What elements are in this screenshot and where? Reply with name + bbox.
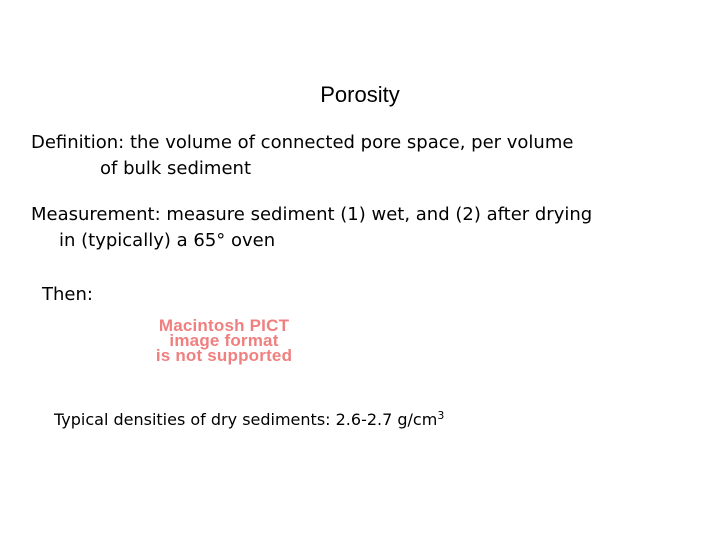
definition-line-2: of bulk sediment — [100, 158, 252, 179]
placeholder-line-1: Macintosh PICT — [158, 316, 290, 335]
measurement-line-1: Measurement: measure sediment (1) wet, and (2) after drying — [31, 204, 593, 225]
placeholder-line-3: is not supported — [155, 346, 293, 365]
slide-title — [0, 82, 720, 108]
unsupported-image-placeholder — [124, 318, 324, 368]
cubic-superscript: 3 — [437, 409, 445, 422]
measurement-paragraph — [31, 202, 592, 254]
slide-title-text: Porosity — [320, 82, 400, 107]
measurement-line-2: in (typically) a 65° oven — [59, 230, 276, 251]
typical-densities — [54, 408, 444, 432]
then-label: Then: — [42, 284, 93, 305]
typical-densities-text: Typical densities of dry sediments: 2.6-2.7 g/cm — [54, 410, 438, 429]
definition-paragraph — [31, 130, 573, 182]
definition-line-1: Definition: the volume of connected pore space, per volume — [31, 132, 574, 153]
placeholder-line-2: image format — [169, 331, 279, 350]
